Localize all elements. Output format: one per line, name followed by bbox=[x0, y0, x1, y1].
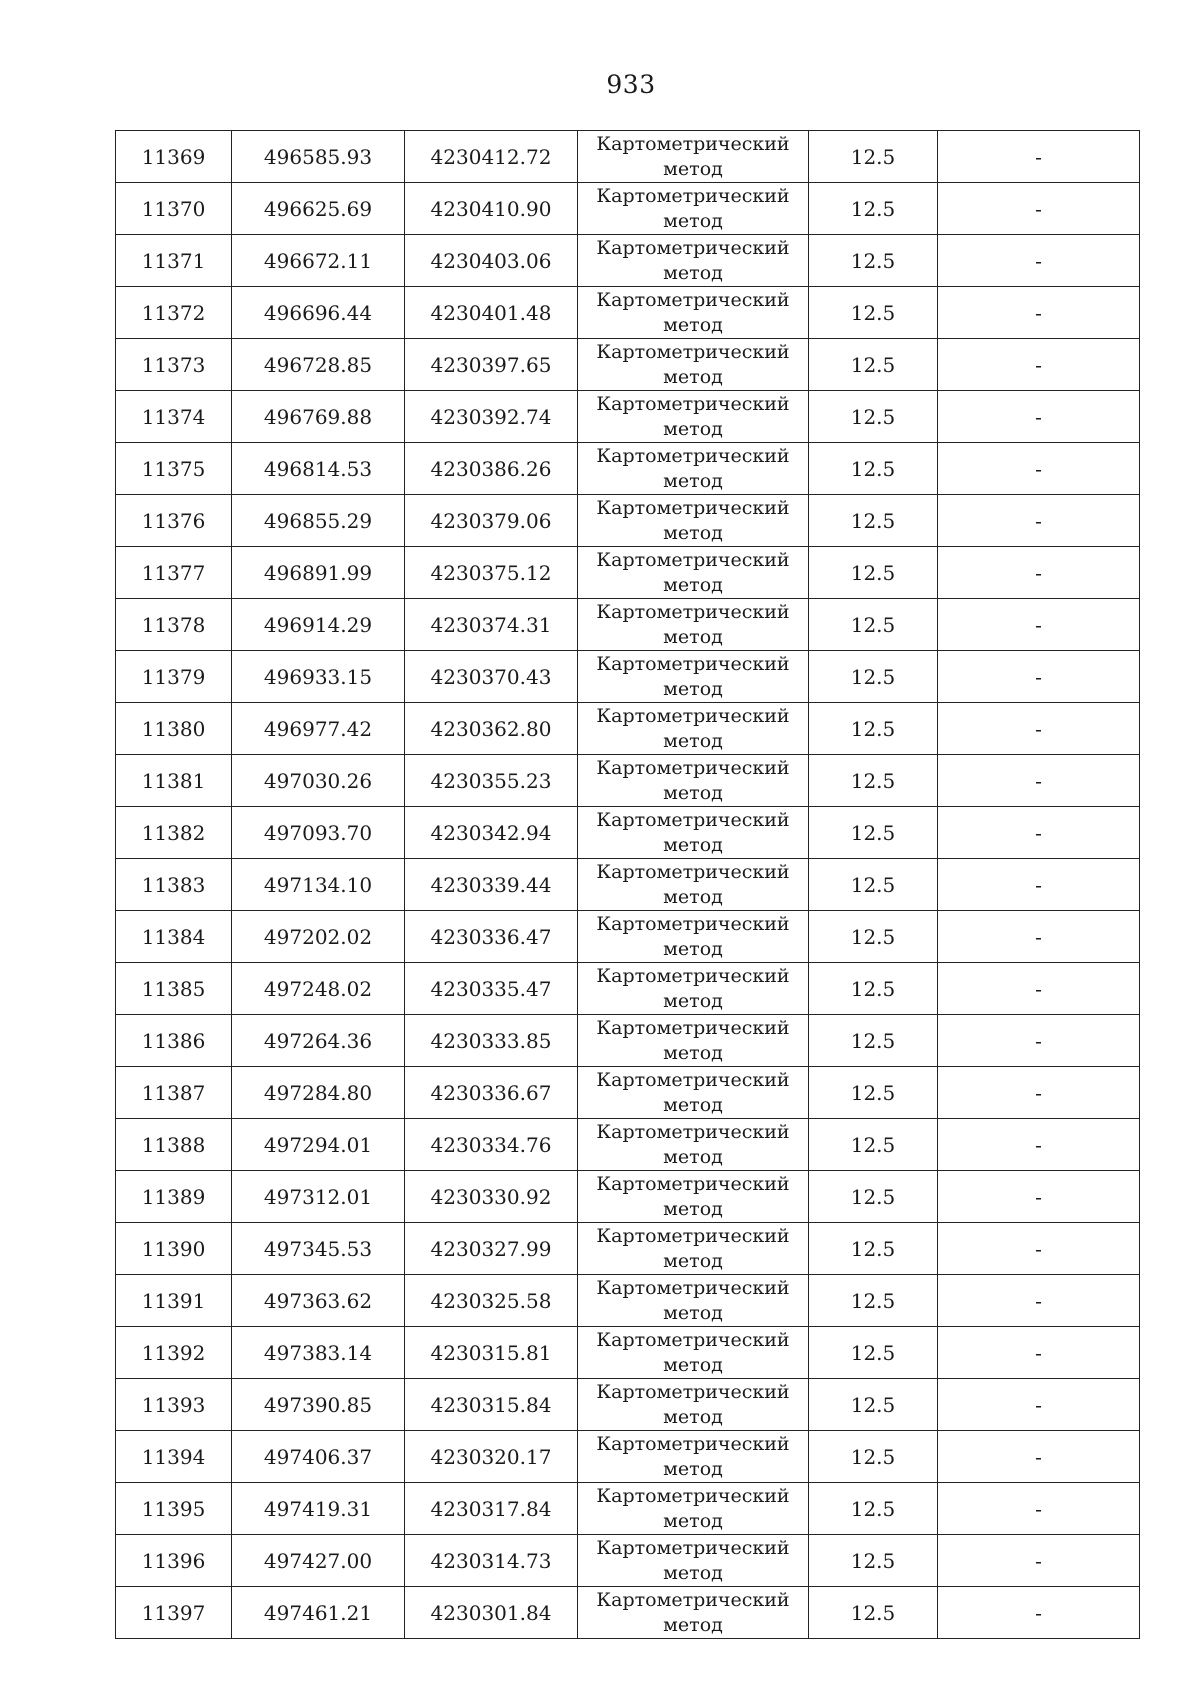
method-cell bbox=[578, 235, 809, 287]
y-coordinate-cell: 4230374.31 bbox=[405, 599, 578, 651]
method-text-line: метод bbox=[663, 677, 723, 700]
point-id-cell: 11396 bbox=[116, 1535, 232, 1587]
method-text-line: метод bbox=[663, 521, 723, 544]
method-cell bbox=[578, 1015, 809, 1067]
note-cell: - bbox=[938, 1223, 1140, 1275]
note-cell: - bbox=[938, 963, 1140, 1015]
method-cell bbox=[578, 1483, 809, 1535]
method-cell bbox=[578, 1223, 809, 1275]
method-cell bbox=[578, 651, 809, 703]
accuracy-cell: 12.5 bbox=[809, 599, 938, 651]
method-text-line: метод bbox=[663, 1249, 723, 1272]
note-cell: - bbox=[938, 1119, 1140, 1171]
method-cell bbox=[578, 391, 809, 443]
coordinates-table-body bbox=[116, 131, 1140, 1639]
point-id-cell: 11376 bbox=[116, 495, 232, 547]
note-cell: - bbox=[938, 287, 1140, 339]
method-cell bbox=[578, 703, 809, 755]
y-coordinate-cell: 4230330.92 bbox=[405, 1171, 578, 1223]
accuracy-cell: 12.5 bbox=[809, 1327, 938, 1379]
x-coordinate-cell: 497248.02 bbox=[232, 963, 405, 1015]
accuracy-cell: 12.5 bbox=[809, 1275, 938, 1327]
table-row bbox=[116, 1119, 1140, 1171]
point-id-cell: 11382 bbox=[116, 807, 232, 859]
method-text-line: метод bbox=[663, 937, 723, 960]
method-text-line: Картометрический bbox=[596, 756, 790, 779]
note-cell: - bbox=[938, 443, 1140, 495]
note-cell: - bbox=[938, 235, 1140, 287]
point-id-cell: 11390 bbox=[116, 1223, 232, 1275]
method-text-line: Картометрический bbox=[596, 808, 790, 831]
y-coordinate-cell: 4230392.74 bbox=[405, 391, 578, 443]
coordinates-table bbox=[115, 130, 1140, 1639]
accuracy-cell: 12.5 bbox=[809, 703, 938, 755]
note-cell: - bbox=[938, 599, 1140, 651]
method-text-line: Картометрический bbox=[596, 392, 790, 415]
method-cell bbox=[578, 443, 809, 495]
point-id-cell: 11371 bbox=[116, 235, 232, 287]
page-number: 933 bbox=[606, 70, 656, 99]
table-row bbox=[116, 443, 1140, 495]
y-coordinate-cell: 4230336.47 bbox=[405, 911, 578, 963]
table-row bbox=[116, 1483, 1140, 1535]
y-coordinate-cell: 4230412.72 bbox=[405, 131, 578, 183]
method-cell bbox=[578, 1431, 809, 1483]
table-row bbox=[116, 1327, 1140, 1379]
method-text-line: метод bbox=[663, 1457, 723, 1480]
note-cell: - bbox=[938, 859, 1140, 911]
accuracy-cell: 12.5 bbox=[809, 651, 938, 703]
method-text-line: Картометрический bbox=[596, 288, 790, 311]
method-text-line: Картометрический bbox=[596, 1224, 790, 1247]
accuracy-cell: 12.5 bbox=[809, 807, 938, 859]
y-coordinate-cell: 4230410.90 bbox=[405, 183, 578, 235]
x-coordinate-cell: 496891.99 bbox=[232, 547, 405, 599]
method-cell bbox=[578, 755, 809, 807]
method-cell bbox=[578, 1535, 809, 1587]
point-id-cell: 11380 bbox=[116, 703, 232, 755]
method-text-line: метод bbox=[663, 1405, 723, 1428]
method-text-line: Картометрический bbox=[596, 1328, 790, 1351]
method-text-line: Картометрический bbox=[596, 1172, 790, 1195]
method-text-line: метод bbox=[663, 469, 723, 492]
table-row bbox=[116, 391, 1140, 443]
x-coordinate-cell: 497419.31 bbox=[232, 1483, 405, 1535]
point-id-cell: 11394 bbox=[116, 1431, 232, 1483]
point-id-cell: 11385 bbox=[116, 963, 232, 1015]
method-cell bbox=[578, 1379, 809, 1431]
method-cell bbox=[578, 547, 809, 599]
method-text-line: Картометрический bbox=[596, 1276, 790, 1299]
method-text-line: метод bbox=[663, 573, 723, 596]
accuracy-cell: 12.5 bbox=[809, 1119, 938, 1171]
method-text-line: метод bbox=[663, 417, 723, 440]
note-cell: - bbox=[938, 1275, 1140, 1327]
x-coordinate-cell: 496625.69 bbox=[232, 183, 405, 235]
point-id-cell: 11370 bbox=[116, 183, 232, 235]
x-coordinate-cell: 497030.26 bbox=[232, 755, 405, 807]
y-coordinate-cell: 4230335.47 bbox=[405, 963, 578, 1015]
method-cell bbox=[578, 183, 809, 235]
table-row bbox=[116, 547, 1140, 599]
accuracy-cell: 12.5 bbox=[809, 1483, 938, 1535]
method-cell bbox=[578, 1067, 809, 1119]
point-id-cell: 11372 bbox=[116, 287, 232, 339]
y-coordinate-cell: 4230379.06 bbox=[405, 495, 578, 547]
x-coordinate-cell: 497202.02 bbox=[232, 911, 405, 963]
accuracy-cell: 12.5 bbox=[809, 287, 938, 339]
method-cell bbox=[578, 1275, 809, 1327]
accuracy-cell: 12.5 bbox=[809, 391, 938, 443]
accuracy-cell: 12.5 bbox=[809, 547, 938, 599]
note-cell: - bbox=[938, 911, 1140, 963]
method-cell bbox=[578, 599, 809, 651]
y-coordinate-cell: 4230397.65 bbox=[405, 339, 578, 391]
x-coordinate-cell: 496585.93 bbox=[232, 131, 405, 183]
method-text-line: Картометрический bbox=[596, 132, 790, 155]
method-cell bbox=[578, 495, 809, 547]
method-text-line: Картометрический bbox=[596, 548, 790, 571]
method-cell bbox=[578, 287, 809, 339]
accuracy-cell: 12.5 bbox=[809, 443, 938, 495]
note-cell: - bbox=[938, 651, 1140, 703]
method-text-line: метод bbox=[663, 625, 723, 648]
note-cell: - bbox=[938, 183, 1140, 235]
point-id-cell: 11387 bbox=[116, 1067, 232, 1119]
accuracy-cell: 12.5 bbox=[809, 911, 938, 963]
note-cell: - bbox=[938, 1067, 1140, 1119]
accuracy-cell: 12.5 bbox=[809, 183, 938, 235]
y-coordinate-cell: 4230375.12 bbox=[405, 547, 578, 599]
method-text-line: Картометрический bbox=[596, 912, 790, 935]
note-cell: - bbox=[938, 1171, 1140, 1223]
x-coordinate-cell: 497406.37 bbox=[232, 1431, 405, 1483]
table-row bbox=[116, 495, 1140, 547]
x-coordinate-cell: 497363.62 bbox=[232, 1275, 405, 1327]
note-cell: - bbox=[938, 1587, 1140, 1639]
method-cell bbox=[578, 963, 809, 1015]
accuracy-cell: 12.5 bbox=[809, 131, 938, 183]
method-text-line: Картометрический bbox=[596, 340, 790, 363]
table-row bbox=[116, 287, 1140, 339]
note-cell: - bbox=[938, 391, 1140, 443]
note-cell: - bbox=[938, 1535, 1140, 1587]
method-text-line: Картометрический bbox=[596, 496, 790, 519]
y-coordinate-cell: 4230314.73 bbox=[405, 1535, 578, 1587]
note-cell: - bbox=[938, 1483, 1140, 1535]
method-text-line: метод bbox=[663, 729, 723, 752]
y-coordinate-cell: 4230333.85 bbox=[405, 1015, 578, 1067]
x-coordinate-cell: 496672.11 bbox=[232, 235, 405, 287]
y-coordinate-cell: 4230315.84 bbox=[405, 1379, 578, 1431]
table-row bbox=[116, 131, 1140, 183]
method-text-line: Картометрический bbox=[596, 236, 790, 259]
point-id-cell: 11377 bbox=[116, 547, 232, 599]
accuracy-cell: 12.5 bbox=[809, 235, 938, 287]
point-id-cell: 11395 bbox=[116, 1483, 232, 1535]
table-row bbox=[116, 1379, 1140, 1431]
method-text-line: Картометрический bbox=[596, 1380, 790, 1403]
method-cell bbox=[578, 911, 809, 963]
point-id-cell: 11369 bbox=[116, 131, 232, 183]
accuracy-cell: 12.5 bbox=[809, 1587, 938, 1639]
method-text-line: метод bbox=[663, 1301, 723, 1324]
point-id-cell: 11383 bbox=[116, 859, 232, 911]
method-text-line: метод bbox=[663, 209, 723, 232]
table-row bbox=[116, 599, 1140, 651]
method-text-line: Картометрический bbox=[596, 1588, 790, 1611]
y-coordinate-cell: 4230342.94 bbox=[405, 807, 578, 859]
table-row bbox=[116, 859, 1140, 911]
note-cell: - bbox=[938, 1015, 1140, 1067]
x-coordinate-cell: 497264.36 bbox=[232, 1015, 405, 1067]
point-id-cell: 11389 bbox=[116, 1171, 232, 1223]
method-text-line: Картометрический bbox=[596, 184, 790, 207]
method-text-line: Картометрический bbox=[596, 704, 790, 727]
point-id-cell: 11379 bbox=[116, 651, 232, 703]
x-coordinate-cell: 496933.15 bbox=[232, 651, 405, 703]
method-cell bbox=[578, 859, 809, 911]
method-text-line: Картометрический bbox=[596, 964, 790, 987]
note-cell: - bbox=[938, 703, 1140, 755]
y-coordinate-cell: 4230403.06 bbox=[405, 235, 578, 287]
point-id-cell: 11397 bbox=[116, 1587, 232, 1639]
note-cell: - bbox=[938, 755, 1140, 807]
y-coordinate-cell: 4230327.99 bbox=[405, 1223, 578, 1275]
method-text-line: метод bbox=[663, 1093, 723, 1116]
accuracy-cell: 12.5 bbox=[809, 1015, 938, 1067]
table-row bbox=[116, 1067, 1140, 1119]
accuracy-cell: 12.5 bbox=[809, 755, 938, 807]
point-id-cell: 11375 bbox=[116, 443, 232, 495]
x-coordinate-cell: 497134.10 bbox=[232, 859, 405, 911]
method-text-line: Картометрический bbox=[596, 1016, 790, 1039]
method-cell bbox=[578, 1587, 809, 1639]
y-coordinate-cell: 4230336.67 bbox=[405, 1067, 578, 1119]
method-text-line: метод bbox=[663, 365, 723, 388]
method-text-line: Картометрический bbox=[596, 444, 790, 467]
note-cell: - bbox=[938, 131, 1140, 183]
method-cell bbox=[578, 131, 809, 183]
accuracy-cell: 12.5 bbox=[809, 1379, 938, 1431]
note-cell: - bbox=[938, 495, 1140, 547]
accuracy-cell: 12.5 bbox=[809, 495, 938, 547]
y-coordinate-cell: 4230334.76 bbox=[405, 1119, 578, 1171]
note-cell: - bbox=[938, 1431, 1140, 1483]
note-cell: - bbox=[938, 339, 1140, 391]
accuracy-cell: 12.5 bbox=[809, 1431, 938, 1483]
point-id-cell: 11388 bbox=[116, 1119, 232, 1171]
y-coordinate-cell: 4230315.81 bbox=[405, 1327, 578, 1379]
y-coordinate-cell: 4230317.84 bbox=[405, 1483, 578, 1535]
accuracy-cell: 12.5 bbox=[809, 859, 938, 911]
x-coordinate-cell: 497294.01 bbox=[232, 1119, 405, 1171]
accuracy-cell: 12.5 bbox=[809, 1171, 938, 1223]
y-coordinate-cell: 4230355.23 bbox=[405, 755, 578, 807]
x-coordinate-cell: 497427.00 bbox=[232, 1535, 405, 1587]
x-coordinate-cell: 497345.53 bbox=[232, 1223, 405, 1275]
method-text-line: метод bbox=[663, 1353, 723, 1376]
point-id-cell: 11381 bbox=[116, 755, 232, 807]
method-text-line: метод bbox=[663, 1613, 723, 1636]
accuracy-cell: 12.5 bbox=[809, 963, 938, 1015]
note-cell: - bbox=[938, 1327, 1140, 1379]
method-text-line: метод bbox=[663, 261, 723, 284]
x-coordinate-cell: 497461.21 bbox=[232, 1587, 405, 1639]
method-text-line: Картометрический bbox=[596, 1068, 790, 1091]
y-coordinate-cell: 4230339.44 bbox=[405, 859, 578, 911]
point-id-cell: 11374 bbox=[116, 391, 232, 443]
method-text-line: Картометрический bbox=[596, 1120, 790, 1143]
method-text-line: Картометрический bbox=[596, 1484, 790, 1507]
method-text-line: метод bbox=[663, 989, 723, 1012]
table-row bbox=[116, 703, 1140, 755]
y-coordinate-cell: 4230386.26 bbox=[405, 443, 578, 495]
method-text-line: Картометрический bbox=[596, 860, 790, 883]
table-row bbox=[116, 963, 1140, 1015]
method-text-line: метод bbox=[663, 1041, 723, 1064]
table-row bbox=[116, 1171, 1140, 1223]
x-coordinate-cell: 497284.80 bbox=[232, 1067, 405, 1119]
table-row bbox=[116, 911, 1140, 963]
method-text-line: метод bbox=[663, 885, 723, 908]
method-text-line: метод bbox=[663, 1145, 723, 1168]
method-cell bbox=[578, 1327, 809, 1379]
method-text-line: Картометрический bbox=[596, 652, 790, 675]
table-row bbox=[116, 1535, 1140, 1587]
method-text-line: метод bbox=[663, 781, 723, 804]
table-row bbox=[116, 755, 1140, 807]
method-text-line: Картометрический bbox=[596, 1536, 790, 1559]
x-coordinate-cell: 496855.29 bbox=[232, 495, 405, 547]
accuracy-cell: 12.5 bbox=[809, 1223, 938, 1275]
accuracy-cell: 12.5 bbox=[809, 1535, 938, 1587]
accuracy-cell: 12.5 bbox=[809, 1067, 938, 1119]
method-text-line: Картометрический bbox=[596, 600, 790, 623]
note-cell: - bbox=[938, 1379, 1140, 1431]
table-row bbox=[116, 235, 1140, 287]
method-text-line: метод bbox=[663, 1197, 723, 1220]
table-row bbox=[116, 1223, 1140, 1275]
note-cell: - bbox=[938, 547, 1140, 599]
method-text-line: метод bbox=[663, 313, 723, 336]
x-coordinate-cell: 496814.53 bbox=[232, 443, 405, 495]
x-coordinate-cell: 496728.85 bbox=[232, 339, 405, 391]
y-coordinate-cell: 4230401.48 bbox=[405, 287, 578, 339]
method-cell bbox=[578, 1171, 809, 1223]
method-text-line: метод bbox=[663, 1509, 723, 1532]
x-coordinate-cell: 496769.88 bbox=[232, 391, 405, 443]
point-id-cell: 11384 bbox=[116, 911, 232, 963]
table-row bbox=[116, 1275, 1140, 1327]
y-coordinate-cell: 4230370.43 bbox=[405, 651, 578, 703]
method-text-line: метод bbox=[663, 1561, 723, 1584]
x-coordinate-cell: 497383.14 bbox=[232, 1327, 405, 1379]
table-row bbox=[116, 1015, 1140, 1067]
point-id-cell: 11391 bbox=[116, 1275, 232, 1327]
accuracy-cell: 12.5 bbox=[809, 339, 938, 391]
table-row bbox=[116, 807, 1140, 859]
point-id-cell: 11392 bbox=[116, 1327, 232, 1379]
method-cell bbox=[578, 1119, 809, 1171]
point-id-cell: 11373 bbox=[116, 339, 232, 391]
method-text-line: метод bbox=[663, 833, 723, 856]
x-coordinate-cell: 496696.44 bbox=[232, 287, 405, 339]
y-coordinate-cell: 4230325.58 bbox=[405, 1275, 578, 1327]
method-cell bbox=[578, 339, 809, 391]
table-row bbox=[116, 1431, 1140, 1483]
y-coordinate-cell: 4230320.17 bbox=[405, 1431, 578, 1483]
point-id-cell: 11386 bbox=[116, 1015, 232, 1067]
x-coordinate-cell: 497390.85 bbox=[232, 1379, 405, 1431]
table-row bbox=[116, 183, 1140, 235]
x-coordinate-cell: 497312.01 bbox=[232, 1171, 405, 1223]
table-row bbox=[116, 1587, 1140, 1639]
x-coordinate-cell: 497093.70 bbox=[232, 807, 405, 859]
table-row bbox=[116, 651, 1140, 703]
y-coordinate-cell: 4230362.80 bbox=[405, 703, 578, 755]
table-row bbox=[116, 339, 1140, 391]
method-cell bbox=[578, 807, 809, 859]
method-text-line: метод bbox=[663, 157, 723, 180]
y-coordinate-cell: 4230301.84 bbox=[405, 1587, 578, 1639]
method-text-line: Картометрический bbox=[596, 1432, 790, 1455]
x-coordinate-cell: 496977.42 bbox=[232, 703, 405, 755]
x-coordinate-cell: 496914.29 bbox=[232, 599, 405, 651]
point-id-cell: 11378 bbox=[116, 599, 232, 651]
point-id-cell: 11393 bbox=[116, 1379, 232, 1431]
note-cell: - bbox=[938, 807, 1140, 859]
